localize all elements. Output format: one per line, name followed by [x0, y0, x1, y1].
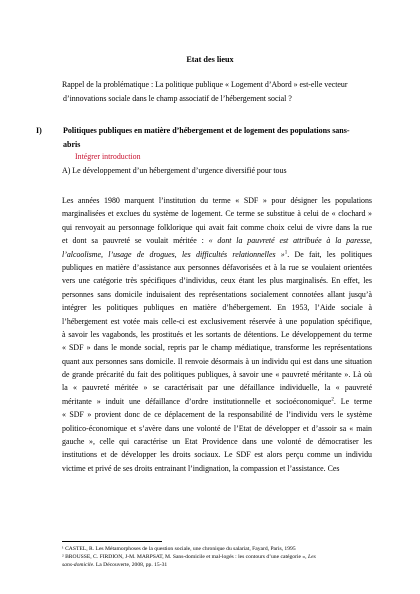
body-line: gauche », celle qui caractérise un Etat Providence dans une volonté de démocratiser les: [62, 437, 372, 447]
body-quote: « dont la pauvreté est attribuée à la paresse,: [208, 236, 372, 246]
body-line: intégrer les politiques publiques en matière d’hébergement. En 1953, l’Aide sociale à: [62, 303, 372, 313]
editor-note: Intégrer introduction: [75, 152, 141, 161]
body-line: quant aux personnes sans domicile. Il renvoie désormais à un individu qui est dans une situation: [62, 356, 372, 366]
page-title: Etat des lieux: [186, 55, 234, 64]
footnote-2-italic-cont: sans-domicile: [62, 562, 94, 568]
body-line: publiques en matière d’assistance aux personnes défavorisées et à la rue se voulaient orientées: [62, 262, 372, 272]
body-line: victime et privé de ses droits entrainant l’indignation, la compassion et l’assistance. Ces: [62, 463, 340, 473]
body-line: l’hébergement est votée mais celle-ci est exclusivement réservée à une population spécifique,: [62, 316, 372, 326]
section-title-line-2: abris: [63, 139, 81, 149]
footnotes: [62, 545, 382, 569]
problem-statement: [62, 78, 362, 105]
footnote-2: [62, 553, 382, 561]
body-line: personnes sans domicile induisaient des représentations socialement connotées allant jusqu’à: [62, 289, 372, 299]
body-line: vers une catégorie très spécifiques d’individus, ceux étant les plus marginalisés. En effet, les: [62, 276, 372, 286]
footnote-marker[interactable]: 1: [284, 249, 288, 255]
subsection-heading: A) Le développement d’un hébergement d’urgence diversifié pour tous: [62, 166, 287, 175]
body-text: et dont sa pauvreté se voulait méritée :: [62, 236, 209, 246]
body-line: « SDF » provient donc de ce déplacement de la responsabilité de l’individu vers le système: [62, 410, 372, 420]
body-line: [62, 234, 372, 247]
body-line: qui renvoyait au personnage folklorique qui avait fait comme choix celui de vivre dans la rue: [62, 222, 372, 232]
body-text: méritante » induit une défaillance d’ordre institutionnelle et socioéconomique: [62, 396, 332, 406]
body-text: . Le terme: [333, 396, 372, 406]
body-line: Les années 1980 marquent l’institution du terme « SDF » pour désigner les populations: [62, 196, 372, 205]
problem-statement-line-2: d’innovations sociale dans le champ associatif de l’hébergement social ?: [63, 93, 292, 103]
body-line: de grande précarité du fait des politiques publiques, à savoir une « pauvreté méritante ». Là où: [62, 370, 372, 380]
section-title: [63, 124, 375, 151]
body-line: la « pauvreté méritée » se caractérisait par une défaillance individuelle, la « pauvreté: [62, 383, 372, 393]
body-line: « SDF » dans le monde social, repris par le champ médiatique, transforme les représentations: [62, 343, 372, 353]
body-text: . De fait, les politiques: [287, 249, 372, 259]
footnote-2-italic: Les: [307, 554, 316, 560]
body-line: marginalisées et exclues du système de logement. Ce terme se substitue à celui de « clochard »: [62, 209, 372, 219]
footnote-marker[interactable]: 2: [331, 397, 334, 403]
body-line: [62, 395, 372, 408]
body-quote: l’alcoolisme, l’usage de drogues, les difficultés relationnelles »: [62, 249, 285, 259]
footnote-2-text-cont: . La Découverte, 2008, pp. 15-31: [93, 562, 168, 568]
body-line: [62, 248, 372, 261]
body-paragraph: [62, 194, 372, 475]
problem-statement-line-1: Rappel de la problématique : La politique publique « Logement d’Abord » est-elle vecteur: [62, 80, 348, 89]
section-number: I): [36, 126, 42, 135]
footnote-divider: [62, 541, 162, 542]
body-line: à savoir les vagabonds, les prostitués et les sortants de détentions. Le développement du terme: [62, 329, 372, 339]
section-title-line-1: Politiques publiques en matière d’hébergement et de logement des populations sans-: [63, 126, 350, 135]
footnote-2-text: ² BROUSSE, C. FIRDION, J-M. MARPSAT, M. Sans-domicile et mal-logés : les contours d’une catégorie »,: [62, 554, 308, 560]
body-line: institutions et de développer les droits sociaux. Le SDF est alors perçu comme un individu: [62, 450, 372, 460]
footnote-2-cont: [62, 561, 382, 569]
body-line: politico-économique et s’avère dans une volonté de l’Etat de développer et d’assoir sa « main: [62, 423, 372, 433]
footnote-1: ¹ CASTEL, R. Les Métamorphoses de la question sociale, une chronique du salariat, Fayard, Paris, 1995: [62, 546, 296, 552]
